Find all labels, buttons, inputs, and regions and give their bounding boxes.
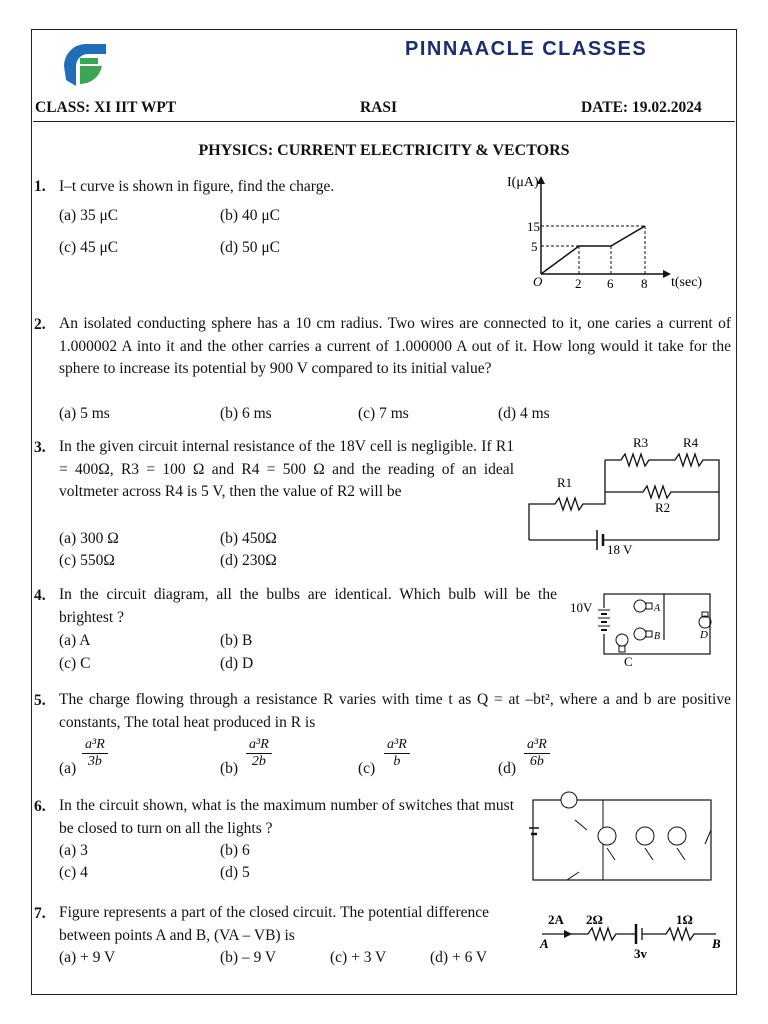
bulb-label: D bbox=[700, 629, 708, 641]
question-text: In the circuit shown, what is the maximum number of switches that must be closed to turn on all the lights ? bbox=[59, 797, 514, 837]
option: (d) 4 ms bbox=[498, 405, 550, 422]
option: (c) 7 ms bbox=[358, 405, 409, 422]
circuit-label: 10V bbox=[570, 600, 593, 615]
circuit-diagram-q3 bbox=[525, 432, 725, 557]
option: (d) bbox=[498, 760, 517, 777]
circuit-label: 2Ω bbox=[586, 912, 603, 927]
circuit-label: R2 bbox=[655, 500, 671, 515]
question-number: 1. bbox=[34, 178, 46, 195]
option: (b) – 9 V bbox=[220, 949, 277, 966]
switch-circuit-diagram bbox=[527, 790, 717, 890]
option: (d) 50 μC bbox=[220, 239, 280, 256]
question-text: Figure represents a part of the closed circuit. The potential difference between points A and B, (VA – VB) is bbox=[59, 904, 489, 944]
question-text: The charge flowing through a resistance R varies with time t as Q = at –bt², where a and b are positive constants, The total heat produced in R is bbox=[59, 691, 731, 731]
center-label: RASI bbox=[360, 99, 398, 116]
option: (d) + 6 V bbox=[430, 949, 488, 966]
subject-title: PHYSICS: CURRENT ELECTRICITY & VECTORS bbox=[198, 142, 570, 159]
circuit-label: 1Ω bbox=[676, 912, 693, 927]
date-label: DATE: 19.02.2024 bbox=[581, 99, 702, 116]
bulb-label: B bbox=[654, 631, 661, 642]
circuit-label: 2A bbox=[548, 912, 564, 927]
circuit-label: R3 bbox=[633, 435, 649, 450]
question-number: 3. bbox=[34, 439, 46, 456]
option-fraction: $\frac{\text{a³R}}{6b}$ bbox=[524, 737, 550, 770]
origin-label: O bbox=[533, 274, 543, 289]
brand-name: PINNAACLE CLASSES bbox=[405, 38, 648, 60]
question-number: 2. bbox=[34, 316, 46, 333]
y-tick-label: 5 bbox=[531, 239, 538, 254]
option-fraction: $\frac{\text{a³R}}{b}$ bbox=[384, 737, 410, 770]
option-fraction: $\frac{\text{a³R}}{3b}$ bbox=[82, 737, 108, 770]
question-text: In the circuit diagram, all the bulbs are identical. Which bulb will be the brightest ? bbox=[59, 586, 557, 626]
question-number: 6. bbox=[34, 798, 46, 815]
option: (a) bbox=[59, 760, 77, 777]
option: (b) 6 ms bbox=[220, 405, 272, 422]
x-tick-label: 2 bbox=[575, 276, 582, 291]
option: (c) 550Ω bbox=[59, 552, 115, 569]
option: (b) bbox=[220, 760, 239, 777]
option-fraction: $\frac{\text{a³R}}{2b}$ bbox=[246, 737, 272, 770]
y-tick-label: 15 bbox=[527, 219, 540, 234]
point-label: A bbox=[540, 936, 549, 951]
question-number: 4. bbox=[34, 587, 46, 604]
bulb-circuit-diagram bbox=[568, 588, 718, 670]
circuit-label: R4 bbox=[683, 435, 699, 450]
question-number: 5. bbox=[34, 692, 46, 709]
potential-difference-circuit bbox=[536, 904, 726, 964]
i-t-graph bbox=[495, 170, 710, 295]
question-text: In the given circuit internal resistance of the 18V cell is negligible. If R1 = 400Ω, R3 = 100 Ω and R4 = 500 Ω and the reading of an ideal voltmeter across R4 is 5 V, then the value of R2 will be bbox=[59, 438, 514, 500]
pinnaacle-logo-icon bbox=[58, 36, 112, 90]
header-divider bbox=[33, 121, 735, 122]
option: (d) D bbox=[220, 655, 254, 672]
option: (a) + 9 V bbox=[59, 949, 116, 966]
bulb-label: C bbox=[624, 654, 633, 669]
circuit-label: R1 bbox=[557, 475, 573, 490]
option: (c) 4 bbox=[59, 864, 88, 881]
option: (c) C bbox=[59, 655, 91, 672]
option: (b) 40 μC bbox=[220, 207, 280, 224]
option: (a) A bbox=[59, 632, 91, 649]
question-text: I–t curve is shown in figure, find the charge. bbox=[59, 178, 335, 195]
question-number: 7. bbox=[34, 905, 46, 922]
point-label: B bbox=[712, 936, 721, 951]
option: (c) 45 μC bbox=[59, 239, 119, 256]
x-tick-label: 8 bbox=[641, 276, 648, 291]
class-label: CLASS: XI IIT WPT bbox=[35, 99, 177, 116]
x-tick-label: 6 bbox=[607, 276, 614, 291]
option: (a) 35 μC bbox=[59, 207, 119, 224]
x-axis-label: t(sec) bbox=[671, 275, 703, 290]
bulb-label: A bbox=[654, 603, 661, 614]
option: (a) 300 Ω bbox=[59, 530, 119, 547]
y-axis-label: I(μA) bbox=[507, 175, 539, 190]
option: (b) B bbox=[220, 632, 253, 649]
option: (a) 5 ms bbox=[59, 405, 110, 422]
question-text: An isolated conducting sphere has a 10 cm radius. Two wires are connected to it, one caries a current of 1.000002 A into it and the other carries a current of 1.000000 A out of it. How long would it take for the sphere to increase its potential by 900 V compared to its initial value? bbox=[59, 315, 731, 377]
option: (d) 230Ω bbox=[220, 552, 277, 569]
option: (b) 450Ω bbox=[220, 530, 277, 547]
circuit-label: 18 V bbox=[607, 542, 633, 557]
option: (a) 3 bbox=[59, 842, 88, 859]
option: (b) 6 bbox=[220, 842, 250, 859]
option: (c) bbox=[358, 760, 376, 777]
circuit-label: 3v bbox=[634, 946, 647, 961]
option: (c) + 3 V bbox=[330, 949, 387, 966]
option: (d) 5 bbox=[220, 864, 250, 881]
